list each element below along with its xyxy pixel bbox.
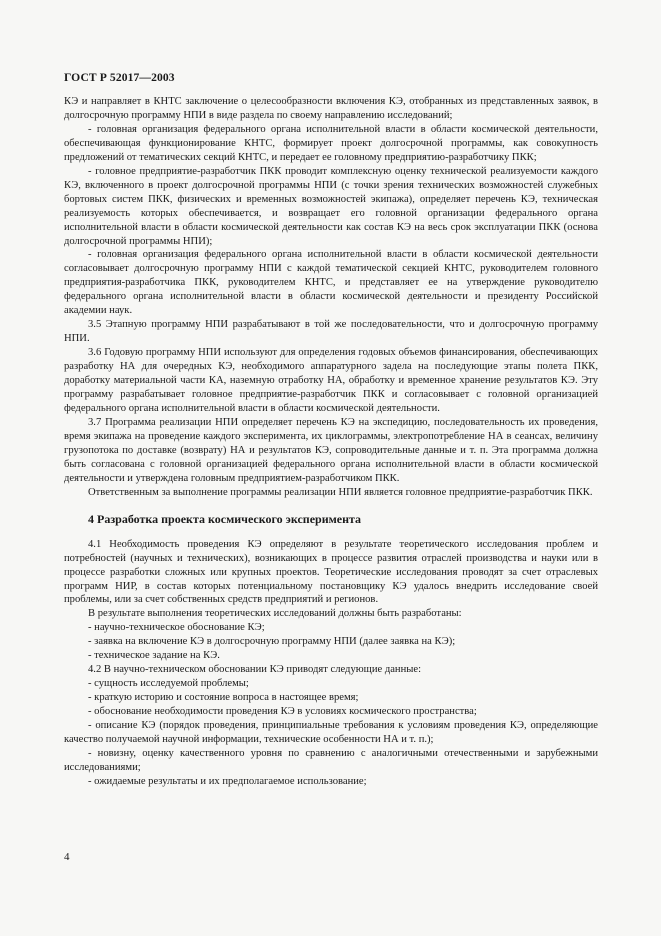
paragraph: - головная организация федерального органа исполнительной власти в области космической деятельности, обеспечивающая функционирование КНТС, формирует проект долгосрочной программы, как совокупность предложений от тематических секций КНТС, и передает ее головному предприятию-разработчику ПКК; bbox=[64, 123, 598, 163]
list-item: - техническое задание на КЭ. bbox=[88, 650, 220, 662]
paragraph: 4.2 В научно-техническом обосновании КЭ приводят следующие данные: bbox=[88, 664, 422, 676]
paragraph: 3.7 Программа реализации НПИ определяет перечень КЭ на экспедицию, последовательность их проведения, время экипажа на проведение каждого эксперимента, их циклограммы, электропотребление НА в сеансах, величину грузопотока по доставке (возврату) НА и результатов КЭ, сопроводительные данные и т. п. Эта программа должна быть согласована с головной организацией федерального органа исполнительной власти в области космической деятельности и утверждена головным предприятием-разработчиком ПКК. bbox=[64, 416, 598, 484]
paragraph: 4.1 Необходимость проведения КЭ определяют в результате теоретического исследования проблем и потребностей (научных и технических), возникающих в процессе развития отраслей производства и науки или в процессе разработки сложных или крупных проектов. Теоретические исследования проводят за счет отраслевых программ НИР, в состав которых потенциальному постановщику КЭ удалось внедрить исследование своей проблемы, или за счет собственных средств предприятий и регионов. bbox=[64, 538, 598, 606]
list-item: - научно-техническое обоснование КЭ; bbox=[88, 622, 265, 634]
list-item: - краткую историю и состояние вопроса в настоящее время; bbox=[88, 692, 359, 704]
paragraph: - головное предприятие-разработчик ПКК проводит комплексную оценку технической реализуемости каждого КЭ, включенного в проект долгосрочной программы НПИ (с точки зрения технических возможностей служебных бортовых систем ПКК, физических и временных возможностей экипажа), определяет перечень КЭ, техническая реализуемость которых обеспечивается, и возвращает его головной организации федерального органа исполнительной власти в области космической деятельности как состав КЭ на весь срок эксплуатации ПКК (основа долгосрочной программы НПИ); bbox=[64, 165, 598, 247]
paragraph: Ответственным за выполнение программы реализации НПИ является головное предприятие-разработчик ПКК. bbox=[88, 486, 593, 498]
paragraph: - головная организация федерального органа исполнительной власти в области космической деятельности согласовывает долгосрочную программу НПИ с каждой тематической секцией КНТС, руководителем головного предприятия-разработчика ПКК, руководителем КНТС, и представляет ее на утверждение руководителю федерального органа исполнительной власти в области космической деятельности и президенту Российской академии наук. bbox=[64, 249, 598, 317]
page-number: 4 bbox=[64, 851, 70, 863]
list-item: - заявка на включение КЭ в долгосрочную программу НПИ (далее заявка на КЭ); bbox=[88, 636, 456, 648]
list-item: - новизну, оценку качественного уровня по сравнению с аналогичными отечественными и зарубежными исследованиями; bbox=[64, 747, 598, 773]
list-item: - обоснование необходимости проведения КЭ в условиях космического пространства; bbox=[88, 706, 477, 718]
document-header: ГОСТ Р 52017—2003 bbox=[64, 71, 175, 84]
section-heading: 4 Разработка проекта космического эксперимента bbox=[88, 511, 362, 526]
document-body bbox=[64, 95, 598, 789]
list-item: - описание КЭ (порядок проведения, принципиальные требования к условиям проведения КЭ, определяющие качество получаемой научной информации, технические особенности НА и т. п.); bbox=[64, 720, 598, 745]
paragraph: В результате выполнения теоретических исследований должны быть разработаны: bbox=[88, 608, 462, 620]
paragraph: 3.6 Годовую программу НПИ используют для определения годовых объемов финансирования, обеспечивающих разработку НА для очередных КЭ, необходимого аппаратурного задела на последующие этапы полета ПКК, доработку материальной части КА, наземную отработку НА, обработку и временное хранение результатов КЭ. Эту программу разрабатывает головное предприятие-разработчик ПКК и согласовывает с головной организацией федерального органа исполнительной власти в области космической деятельности. bbox=[64, 347, 598, 414]
list-item: - сущность исследуемой проблемы; bbox=[88, 678, 249, 690]
paragraph: КЭ и направляет в КНТС заключение о целесообразности включения КЭ, отобранных из представленных заявок, в долгосрочную программу НПИ в виде раздела по своему направлению исследований; bbox=[64, 96, 598, 121]
paragraph: 3.5 Этапную программу НПИ разрабатывают в той же последовательности, что и долгосрочную программу НПИ. bbox=[64, 319, 598, 345]
list-item: - ожидаемые результаты и их предполагаемое использование; bbox=[88, 775, 367, 787]
